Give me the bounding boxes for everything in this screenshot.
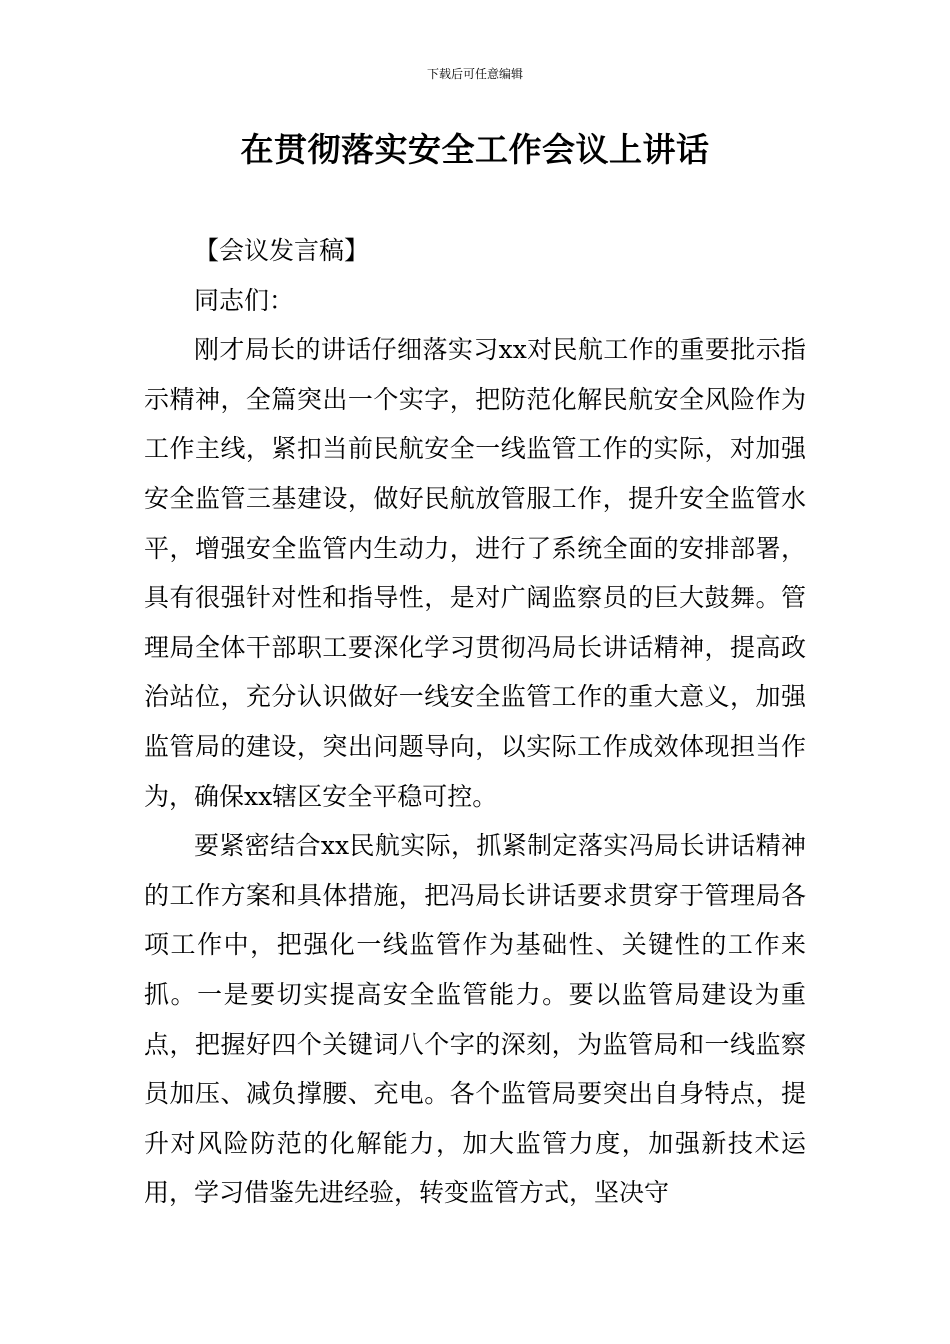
salutation: 同志们： — [194, 285, 295, 315]
paragraph-2: 要紧密结合xx民航实际，抓紧制定落实冯局长讲话精神的工作方案和具体措施，把冯局长讲话要求贯穿于管理局各项工作中，把强化一线监管作为基础性、关键性的工作来抓。一是要切实提高安全监管能力。要以监管局建设为重点，把握好四个关键词八个字的深刻，为监管局和一线监察员加压、减负撑腰、充电。各个监管局要突出自身特点，提升对风险防范的化解能力，加大监管力度，加强新技术运用，学习借鉴先进经验，转变监管方式，坚决守 — [144, 831, 806, 1208]
paragraph-1: 刚才局长的讲话仔细落实习xx对民航工作的重要批示指示精神，全篇突出一个实字，把防范化解民航安全风险作为工作主线，紧扣当前民航安全一线监管工作的实际，对加强安全监管三基建设，做好民航放管服工作，提升安全监管水平，增强安全监管内生动力，进行了系统全面的安排部署，具有很强针对性和指导性，是对广阔监察员的巨大鼓舞。管理局全体干部职工要深化学习贯彻冯局长讲话精神，提高政治站位，充分认识做好一线安全监管工作的重大意义，加强监管局的建设，突出问题导向，以实际工作成效体现担当作为，确保xx辖区安全平稳可控。 — [144, 335, 806, 811]
document-body — [144, 226, 806, 1218]
category-label: 【会议发言稿】 — [194, 236, 370, 265]
header-note: 下载后可任意编辑 — [426, 67, 523, 81]
document-title: 在贯彻落实安全工作会议上讲话 — [240, 130, 710, 169]
